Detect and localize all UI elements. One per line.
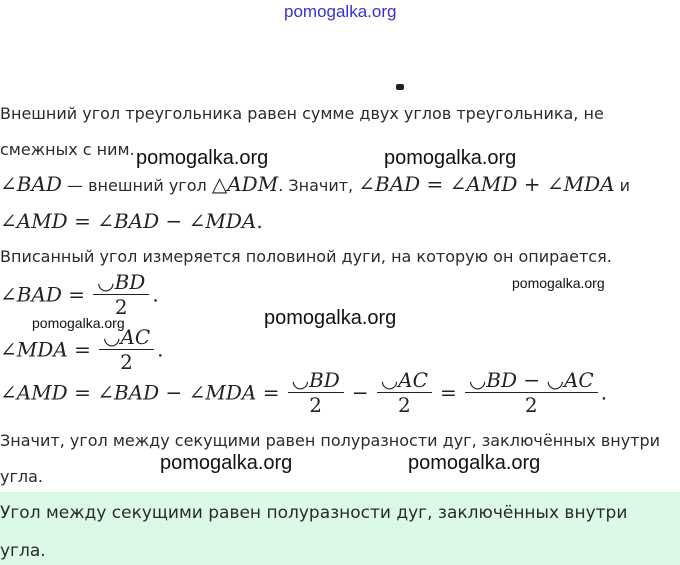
fraction: $\frac{◡AC}{2}$ [99, 325, 154, 374]
answer-line-2: угла. [0, 541, 46, 561]
answer-box [0, 492, 680, 565]
math-expression: ∠BAD [0, 172, 62, 196]
math-expression: △ADM [211, 172, 279, 196]
math-expression: ∠BAD = ∠AMD + ∠MDA [358, 172, 615, 196]
watermark: pomogalka.org [160, 452, 293, 474]
watermark: pomogalka.org [512, 275, 605, 291]
formula-line-4 [0, 209, 263, 233]
watermark-top: pomogalka.org [284, 2, 397, 21]
text-fragment: — внешний угол [67, 176, 207, 195]
formula-line-8: ∠AMD = ∠BAD − ∠MDA = $\frac{◡BD}{2}$ − $\frac{◡AC}{2}$ = $\frac{◡BD - ◡AC}{2}$ . [0, 368, 608, 417]
watermark: pomogalka.org [32, 315, 125, 331]
fraction: $\frac{◡BD}{2}$ [288, 368, 344, 417]
text-line-1: Внешний угол треугольника равен сумме двух углов треугольника, не [0, 104, 604, 123]
watermark: pomogalka.org [408, 452, 541, 474]
fraction: $\frac{◡BD - ◡AC}{2}$ [465, 368, 598, 417]
math-expression: ∠AMD = ∠BAD − ∠MDA = [0, 380, 280, 405]
formula-line-3 [0, 172, 630, 196]
text-fragment: . Значит, [278, 176, 354, 195]
watermark: pomogalka.org [136, 147, 269, 169]
text-line-2: смежных с ним. [0, 140, 135, 159]
text-fragment: и [619, 176, 631, 195]
math-expression: ∠AMD = ∠BAD − ∠MDA. [0, 209, 263, 233]
formula-line-7: ∠MDA = $\frac{◡AC}{2}$ . [0, 325, 164, 374]
text-line-10: угла. [0, 467, 43, 486]
watermark: pomogalka.org [384, 147, 517, 169]
math-expression: ∠BAD = [0, 282, 86, 307]
formula-line-6: ∠BAD = $\frac{◡BD}{2}$ . [0, 270, 159, 319]
text-line-5: Вписанный угол измеряется половиной дуги, на которую он опирается. [0, 247, 612, 266]
fraction: $\frac{◡AC}{2}$ [377, 368, 432, 417]
text-line-9: Значит, угол между секущими равен полуразности дуг, заключённых внутри [0, 431, 661, 450]
answer-line-1: Угол между секущими равен полуразности дуг, заключённых внутри [0, 503, 628, 523]
math-expression: ∠MDA = [0, 337, 91, 362]
watermark: pomogalka.org [264, 307, 397, 329]
glyph-artifact [396, 84, 404, 90]
fraction: $\frac{◡BD}{2}$ [93, 270, 149, 319]
